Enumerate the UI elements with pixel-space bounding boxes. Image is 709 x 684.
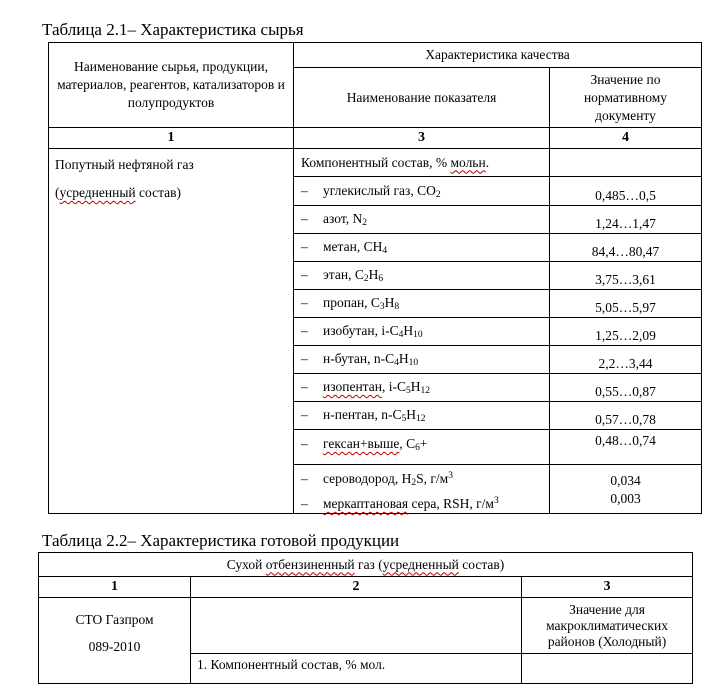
component-value: 1,25…2,09 [550,318,702,346]
component-value: 3,75…3,61 [550,262,702,290]
component-row: – пропан, $C_3H_8$ [294,290,550,318]
component-row: – углекислый газ, $CO_2$ [294,177,550,206]
h2s-row: – сероводород, $H_2S$, $г/м^3$ [301,471,453,488]
component-value: 0,485…0,5 [550,177,702,206]
component-value: 1,24…1,47 [550,206,702,234]
header-quality-group: Характеристика качества [294,43,702,68]
component-value: 2,2…3,44 [550,346,702,374]
component-row: – метан, $CH_4$ [294,234,550,262]
component-row: – гексан+выше, $C_6+$ [294,430,550,465]
component-value: 0,57…0,78 [550,402,702,430]
empty-cell [191,598,522,654]
rsh-value: 0,003 [610,491,641,506]
component-value: 0,48…0,74 [550,430,702,465]
composition-row-label: 1. Компонентный состав, % мол. [191,654,522,684]
component-value: 84,4…80,47 [550,234,702,262]
raw-material-line: (усредненный состав) [55,185,182,200]
component-title: Компонентный состав, % мольн. [294,149,550,177]
table-1-caption: Таблица 2.1– Характеристика сырья [42,20,304,39]
sulfur-values [550,465,702,514]
column-number: 3 [522,577,693,598]
raw-material-line: Попутный нефтяной газ [55,157,194,172]
component-title-value [550,149,702,177]
header-normative-value: Значение по нормативному документу [550,68,702,128]
h2s-value: 0,034 [610,473,641,488]
product-title: Сухой отбензиненный газ (усредненный состав) [39,553,693,577]
raw-material-table [48,42,702,514]
component-row: – н-пентан, $n-C_5H_{12}$ [294,402,550,430]
column-number: 1 [49,128,294,149]
col3-header: Значение для макроклиматических районов (Холодный) [522,598,693,654]
column-number: 1 [39,577,191,598]
standard-cell [39,598,191,684]
header-indicator-name: Наименование показателя [294,68,550,128]
component-value: 0,55…0,87 [550,374,702,402]
rsh-row: – меркаптановая сера, RSH, $г/м^3$ [301,496,499,511]
component-row: – изопентан, $i-C_5H_{12}$ [294,374,550,402]
standard-line: СТО Газпром [75,612,154,627]
column-number: 3 [294,128,550,149]
component-row: – этан, $C_2H_6$ [294,262,550,290]
composition-row-value [522,654,693,684]
column-number: 4 [550,128,702,149]
product-table [38,552,693,684]
component-row: – н-бутан, $n-C_4H_{10}$ [294,346,550,374]
header-raw-material: Наименование сырья, продукции, материалов, реагентов, катализаторов и полупродуктов [49,43,294,128]
raw-material-name [49,149,294,514]
standard-line: 089-2010 [88,639,141,654]
component-value: 5,05…5,97 [550,290,702,318]
sulfur-components [294,465,550,514]
component-row: – азот, $N_2$ [294,206,550,234]
table-2-caption: Таблица 2.2– Характеристика готовой продукции [42,531,400,550]
column-number: 2 [191,577,522,598]
component-row: – изобутан, $i-C_4H_{10}$ [294,318,550,346]
